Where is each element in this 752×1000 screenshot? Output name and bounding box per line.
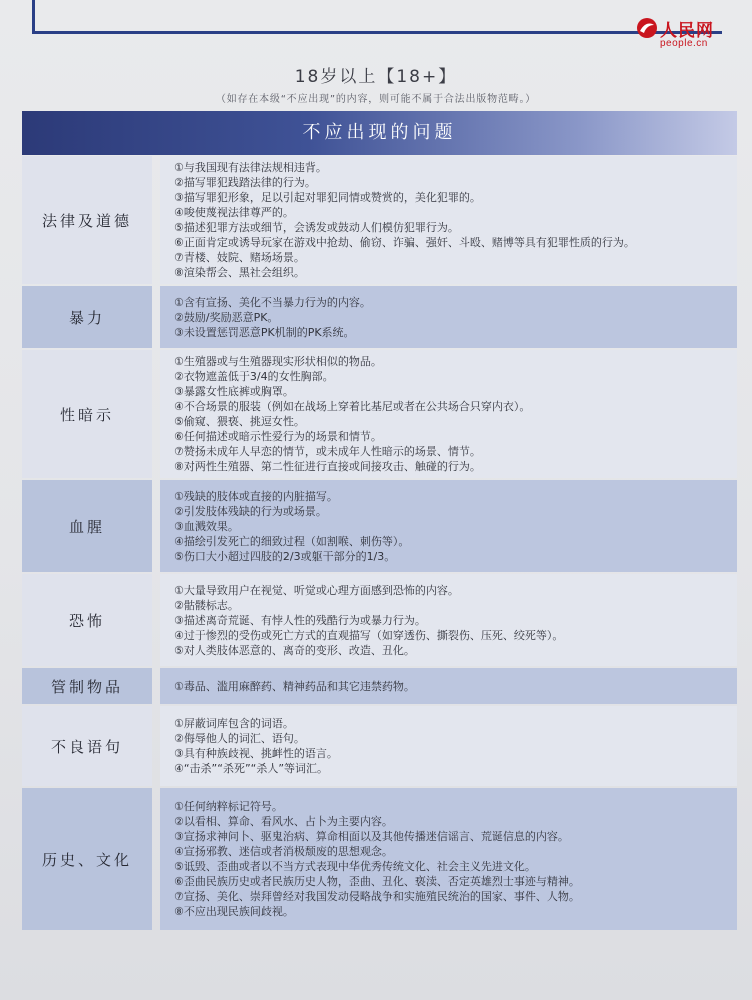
items-cell — [160, 788, 737, 930]
list-item: ①毒品、滥用麻醉药、精神药品和其它违禁药物。 — [174, 679, 415, 693]
list-item: ②以看相、算命、看风水、占卜为主要内容。 — [174, 815, 393, 828]
list-item: ⑤诋毁、歪曲或者以不当方式表现中华优秀传统文化、社会主义先进文化。 — [174, 860, 536, 873]
category-cell: 管制物品 — [22, 668, 152, 704]
logo-chinese-text: 人民网 — [660, 21, 714, 41]
list-item: ③未设置惩罚恶意PK机制的PK系统。 — [174, 325, 355, 339]
list-item: ①任何纳粹标记符号。 — [174, 800, 283, 813]
list-item: ⑤偷窥、猥亵、挑逗女性。 — [174, 415, 305, 428]
list-item: ①含有宣扬、美化不当暴力行为的内容。 — [174, 295, 371, 309]
items-cell — [160, 286, 737, 348]
list-item: ①与我国现有法律法规相违背。 — [174, 161, 327, 174]
table-header: 不应出现的问题 — [22, 111, 737, 155]
top-border-horizontal — [32, 31, 722, 34]
table-row — [22, 706, 737, 786]
table-row — [22, 350, 737, 478]
table-row — [22, 480, 737, 572]
list-item: ④唆使蔑视法律尊严的。 — [174, 206, 294, 219]
list-item: ③血溅效果。 — [174, 519, 239, 533]
logo-english-text: people.cn — [660, 38, 708, 49]
list-item: ⑦赞扬未成年人早恋的情节，或未成年人性暗示的场景、情节。 — [174, 445, 481, 458]
items-cell — [160, 480, 737, 572]
list-item: ③具有种族歧视、挑衅性的语言。 — [174, 747, 338, 760]
list-item: ⑧渲染帮会、黑社会组织。 — [174, 266, 305, 279]
page-subtitle: （如存在本级“不应出现”的内容，则可能不属于合法出版物范畴。） — [215, 94, 537, 105]
table-row — [22, 156, 737, 284]
list-item: ③描述离奇荒诞、有悖人性的残酷行为或暴力行为。 — [174, 613, 426, 627]
category-cell: 血腥 — [22, 480, 152, 572]
category-cell: 恐怖 — [22, 574, 152, 666]
list-item: ②描写罪犯践踏法律的行为。 — [174, 176, 316, 189]
list-item: ⑥歪曲民族历史或者民族历史人物，歪曲、丑化、亵渎、否定英雄烈士事迹与精神。 — [174, 875, 580, 888]
items-cell — [160, 668, 737, 704]
category-cell: 不良语句 — [22, 706, 152, 786]
list-item: ②侮辱他人的词汇、语句。 — [174, 732, 305, 745]
category-cell: 历史、文化 — [22, 788, 152, 930]
list-item: ④描绘引发死亡的细致过程（如割喉、刺伤等）。 — [174, 534, 410, 548]
items-cell — [160, 350, 737, 478]
list-item: ④不合场景的服装（例如在战场上穿着比基尼或者在公共场合只穿内衣）。 — [174, 400, 531, 413]
list-item: ①生殖器或与生殖器现实形状相似的物品。 — [174, 355, 382, 368]
list-item: ⑧不应出现民族间歧视。 — [174, 905, 294, 918]
list-item: ④过于惨烈的受伤或死亡方式的直观描写（如穿透伤、撕裂伤、压死、绞死等）。 — [174, 628, 564, 642]
list-item: ③暴露女性底裤或胸罩。 — [174, 385, 294, 398]
people-logo-icon — [636, 17, 658, 39]
table-row — [22, 286, 737, 348]
list-item: ②引发肢体残缺的行为或场景。 — [174, 504, 327, 518]
category-cell: 暴力 — [22, 286, 152, 348]
list-item: ②骷髅标志。 — [174, 598, 239, 612]
table-row — [22, 574, 737, 666]
list-item: ⑦青楼、妓院、赌场场景。 — [174, 251, 305, 264]
people-cn-logo — [636, 14, 736, 54]
list-item: ⑥任何描述或暗示性爱行为的场景和情节。 — [174, 430, 382, 443]
list-item: ①大量导致用户在视觉、听觉或心理方面感到恐怖的内容。 — [174, 583, 459, 597]
list-item: ⑦宣扬、美化、崇拜曾经对我国发动侵略战争和实施殖民统治的国家、事件、人物。 — [174, 890, 580, 903]
table-row — [22, 788, 737, 930]
table-row — [22, 668, 737, 704]
list-item: ⑤描述犯罪方法或细节，会诱发或鼓动人们模仿犯罪行为。 — [174, 221, 459, 234]
items-cell — [160, 706, 737, 786]
list-item: ②衣物遮盖低于3/4的女性胸部。 — [174, 370, 334, 383]
list-item: ①屏蔽词库包含的词语。 — [174, 717, 294, 730]
list-item: ⑤伤口大小超过四肢的2/3或躯干部分的1/3。 — [174, 549, 396, 563]
list-item: ③描写罪犯形象，足以引起对罪犯同情或赞赏的，美化犯罪的。 — [174, 191, 481, 204]
category-cell: 法律及道德 — [22, 156, 152, 284]
items-cell — [160, 574, 737, 666]
top-border-vertical — [32, 0, 35, 34]
list-item: ④“击杀”“杀死”“杀人”等词汇。 — [174, 762, 329, 775]
category-cell: 性暗示 — [22, 350, 152, 478]
list-item: ③宣扬求神问卜、驱鬼治病、算命相面以及其他传播迷信谣言、荒诞信息的内容。 — [174, 830, 569, 843]
list-item: ⑤对人类肢体恶意的、离奇的变形、改造、丑化。 — [174, 643, 415, 657]
list-item: ②鼓励/奖励恶意PK。 — [174, 310, 279, 324]
items-cell — [160, 156, 737, 284]
page-title: 18岁以上【18+】 — [294, 67, 458, 87]
list-item: ①残缺的肢体或直接的内脏描写。 — [174, 489, 338, 503]
list-item: ⑧对两性生殖器、第二性征进行直接或间接攻击、触碰的行为。 — [174, 460, 481, 473]
list-item: ④宣扬邪教、迷信或者消极颓废的思想观念。 — [174, 845, 393, 858]
list-item: ⑥正面肯定或诱导玩家在游戏中抢劫、偷窃、诈骗、强奸、斗殴、赌博等具有犯罪性质的行为。 — [174, 236, 635, 249]
